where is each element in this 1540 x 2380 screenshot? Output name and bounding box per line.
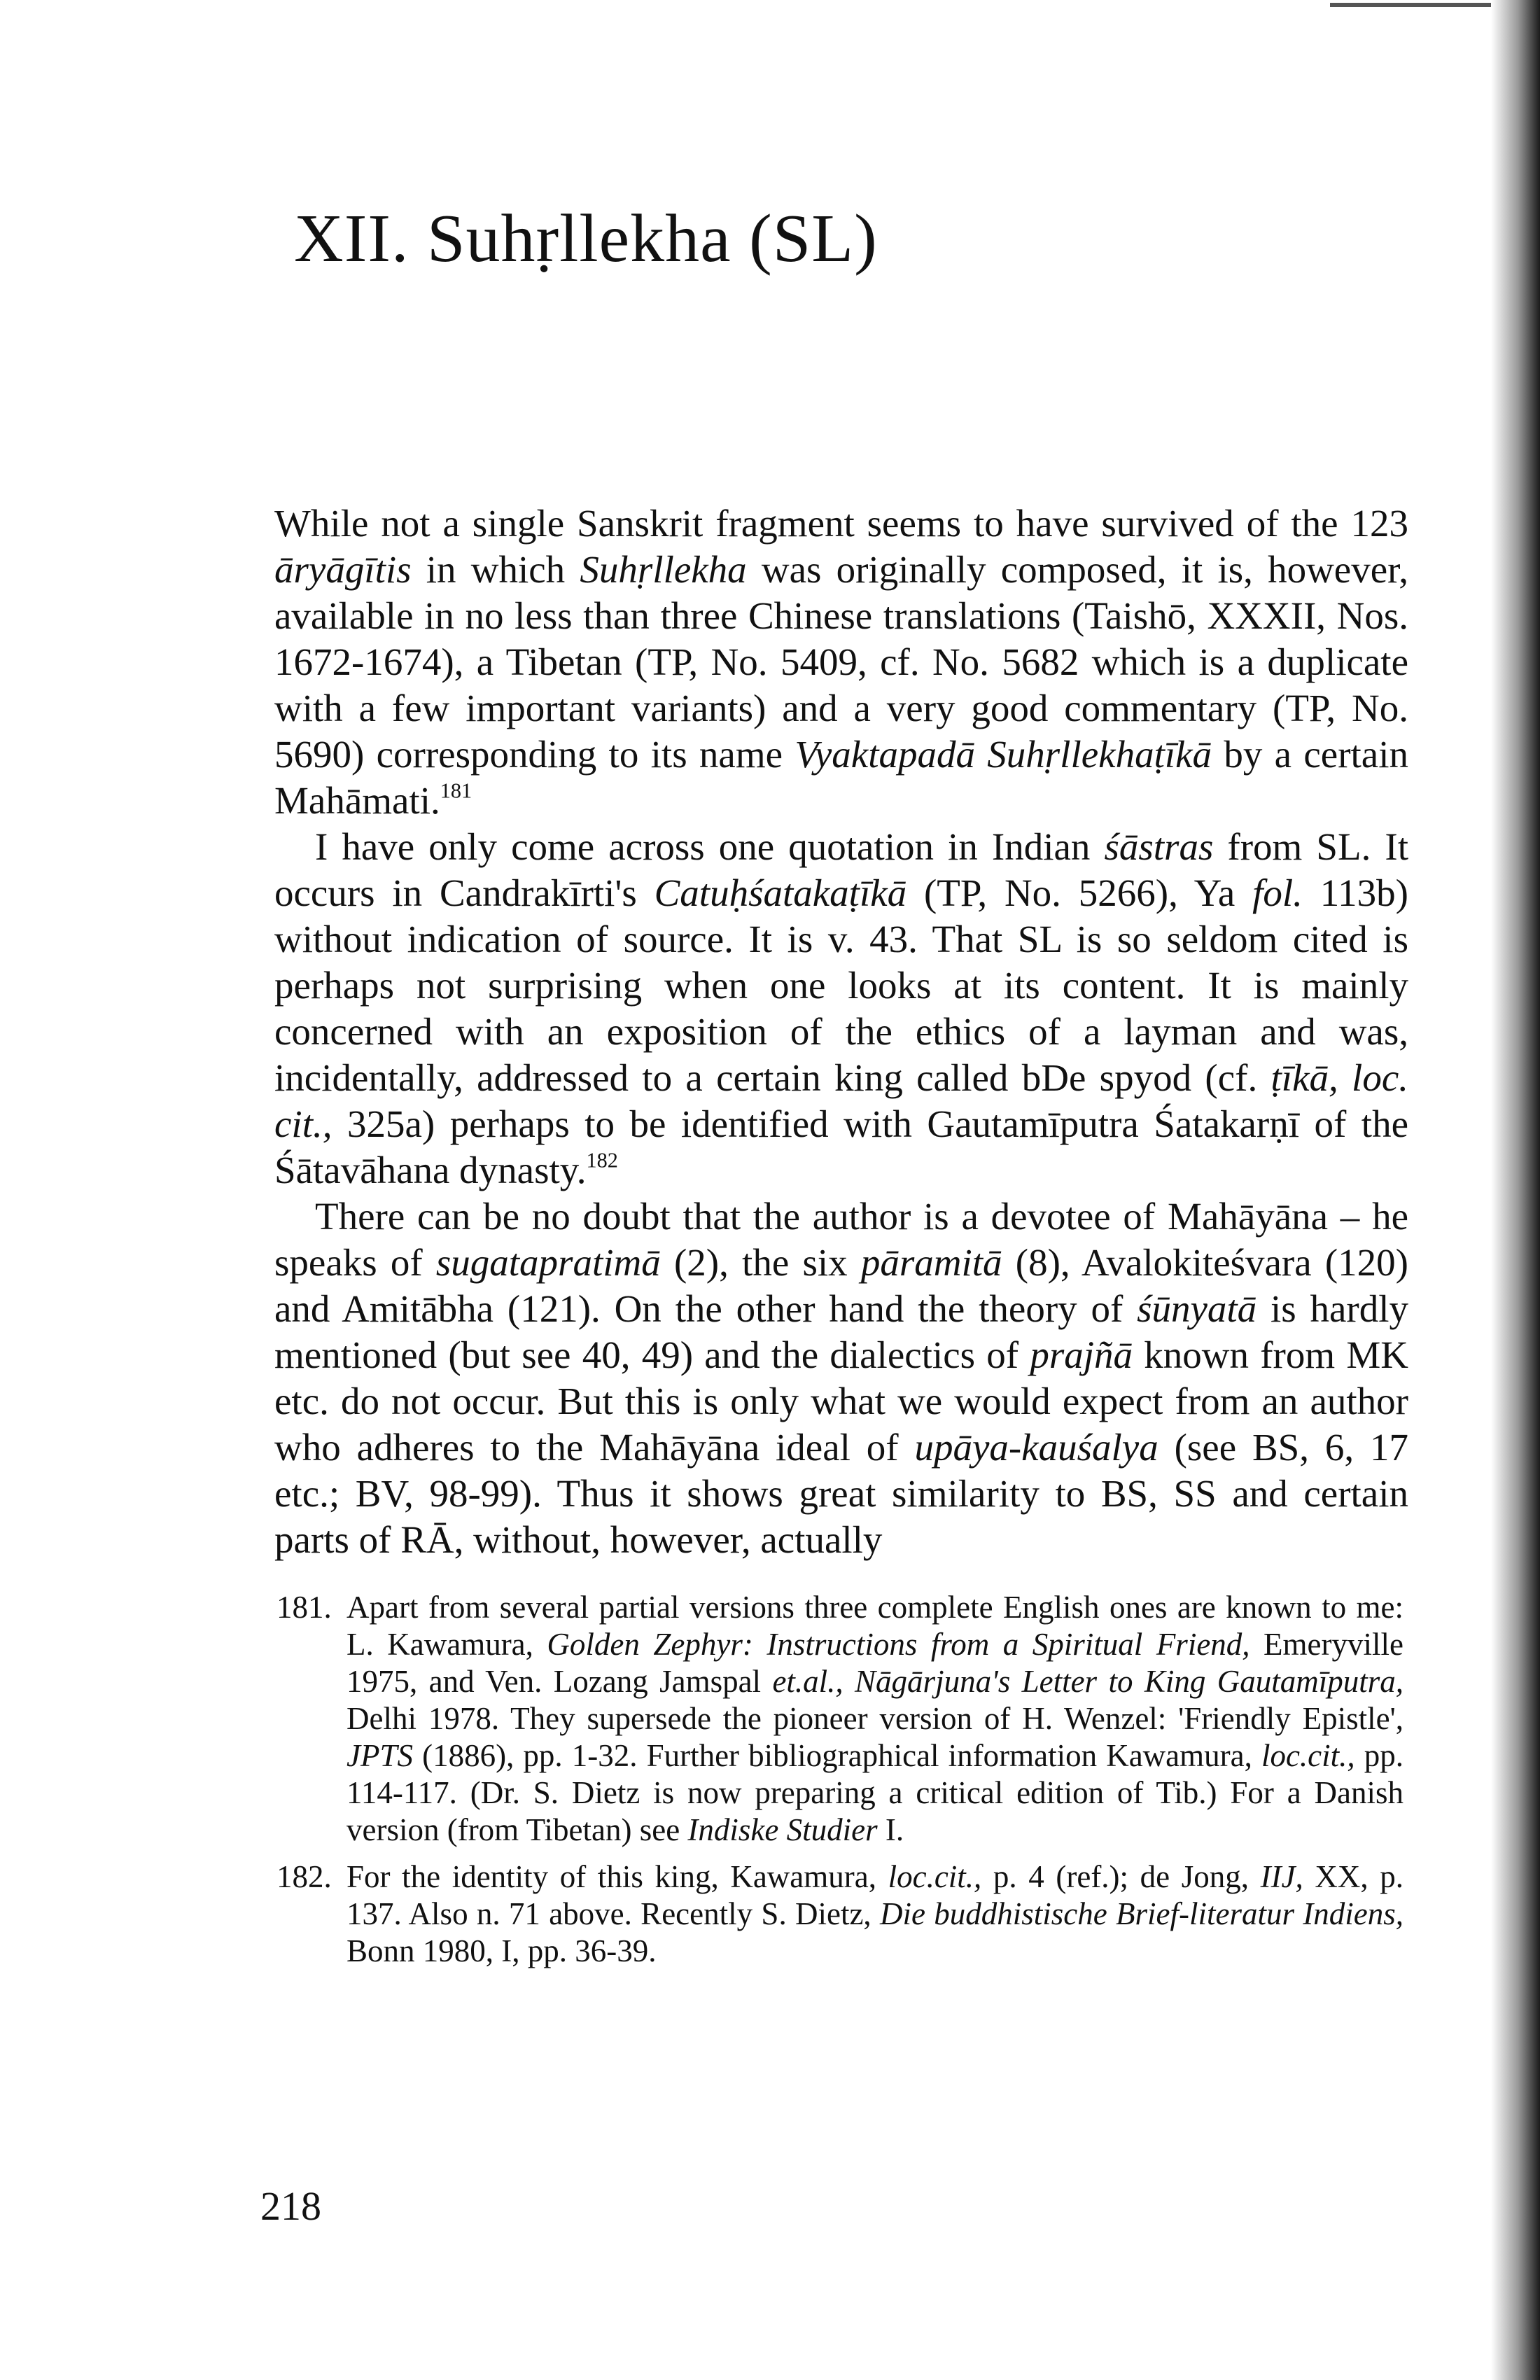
italic-text: sugatapratimā xyxy=(435,1241,661,1284)
text-run: (1886), pp. 1-32. Further bibliographical information Kawamura, xyxy=(413,1738,1261,1773)
italic-text: loc.cit., xyxy=(888,1859,982,1894)
paragraph-3 xyxy=(274,1194,1408,1563)
text-run: Delhi 1978. They supersede the pioneer version of H. Wenzel: 'Friendly Epistle', xyxy=(346,1701,1404,1736)
text-run: Apart from several partial versions three complete English ones are known to me: L. Kawamura, xyxy=(346,1590,1404,1662)
italic-text: Indiske Studier xyxy=(687,1812,878,1847)
italic-text: Die buddhistische Brief-literatur Indiens, xyxy=(879,1896,1404,1931)
footnote-ref: 181 xyxy=(440,778,472,803)
text-run: (2), the six xyxy=(660,1241,861,1284)
italic-text: Vyaktapadā Suhṛllekhaṭīkā xyxy=(794,733,1212,776)
italic-text: upāya-kauśalya xyxy=(914,1426,1158,1469)
italic-text: loc.cit., xyxy=(1261,1738,1355,1773)
text-run: from SL. It occurs in Candrakīrti's xyxy=(274,825,1408,914)
text-run: There can be no doubt that the author is a devotee of Mahāyāna – he speaks of xyxy=(274,1195,1408,1284)
text-run: pp. 114-117. (Dr. S. Dietz is now preparing a critical edition of Tib.) For a Danish version (from Tibetan) see xyxy=(346,1738,1404,1847)
italic-text: prajñā xyxy=(1030,1334,1133,1376)
text-run: I. xyxy=(877,1812,904,1847)
footnote-number: 182. xyxy=(276,1859,332,1894)
text-run: (see BS, 6, 17 etc.; BV, 98-99). Thus it shows great similarity to BS, SS and certain parts of RĀ, without, however, actually xyxy=(274,1426,1408,1561)
footnote-182 xyxy=(276,1858,1404,1970)
scan-edge-mark xyxy=(1330,3,1512,7)
text-run: known from MK etc. do not occur. But this is only what we would expect from an author who adheres to the Mahāyāna ideal of xyxy=(274,1334,1408,1469)
paragraph-1 xyxy=(274,500,1408,824)
text-run: I have only come across one quotation in Indian xyxy=(315,825,1105,868)
page-number: 218 xyxy=(260,2183,321,2229)
footnote-text xyxy=(346,1589,1404,1849)
italic-text: śūnyatā xyxy=(1137,1287,1257,1330)
page-gutter-shadow xyxy=(1491,0,1540,2380)
footnote-ref: 182 xyxy=(586,1148,618,1172)
chapter-heading: XII. Suhṛllekha (SL) xyxy=(294,201,878,276)
paragraph-2 xyxy=(274,824,1408,1194)
text-run: (8), Avalokiteśvara (120) and Amitābha (121). On the other hand the theory of xyxy=(274,1241,1408,1330)
footnote-number: 181. xyxy=(276,1590,332,1625)
footnote-181 xyxy=(276,1589,1404,1849)
text-run: in which xyxy=(411,548,580,591)
italic-text: śāstras xyxy=(1104,825,1214,868)
italic-text: Suhṛllekha xyxy=(580,548,747,591)
text-run: XX, p. 137. Also n. 71 above. Recently S. Dietz, xyxy=(346,1859,1404,1931)
text-run: 325a) perhaps to be identified with Gautamīputra Śatakarṇī of the Śātavāhana dynasty. xyxy=(274,1102,1408,1191)
italic-text: et.al., Nāgārjuna's Letter to King Gautamīputra, xyxy=(772,1664,1404,1699)
footnote-text xyxy=(346,1858,1404,1970)
text-run: Bonn 1980, I, pp. 36-39. xyxy=(346,1933,657,1968)
text-run: While not a single Sanskrit fragment seems to have survived of the 123 xyxy=(274,502,1408,545)
footnotes xyxy=(276,1589,1404,1980)
text-run: Emeryville 1975, and Ven. Lozang Jamspal xyxy=(346,1627,1404,1699)
text-run: (TP, No. 5266), Ya xyxy=(906,872,1253,914)
italic-text: JPTS xyxy=(346,1738,413,1773)
text-run: p. 4 (ref.); de Jong, xyxy=(981,1859,1261,1894)
italic-text: fol. xyxy=(1252,872,1303,914)
italic-text: IIJ, xyxy=(1260,1859,1303,1894)
text-run: 113b) without indication of source. It is v. 43. That SL is so seldom cited is perhaps not surprising when one looks at its content. It is mainly concerned with an exposition of the ethics of a layman and was, incidentally, addressed to a certain king called bDe spyod (cf. xyxy=(274,872,1408,1099)
text-run: For the identity of this king, Kawamura, xyxy=(346,1859,888,1894)
text-run: is hardly mentioned (but see 40, 49) and the dialectics of xyxy=(274,1287,1408,1376)
body-text xyxy=(274,500,1408,1563)
text-run: was originally composed, it is, however, available in no less than three Chinese translations (Taishō, XXXII, Nos. 1672-1674), a Tibetan (TP, No. 5409, cf. No. 5682 which is a duplicate with a few important variants) and a very good commentary (TP, No. 5690) corresponding to its name xyxy=(274,548,1408,776)
italic-text: ṭīkā, loc. cit., xyxy=(274,1056,1408,1145)
text-run: by a certain Mahāmati. xyxy=(274,733,1408,822)
italic-text: Golden Zephyr: Instructions from a Spiritual Friend, xyxy=(547,1627,1250,1662)
italic-text: Catuḥśatakaṭīkā xyxy=(654,872,907,914)
italic-text: pāramitā xyxy=(860,1241,1002,1284)
italic-text: āryāgītis xyxy=(274,548,412,591)
